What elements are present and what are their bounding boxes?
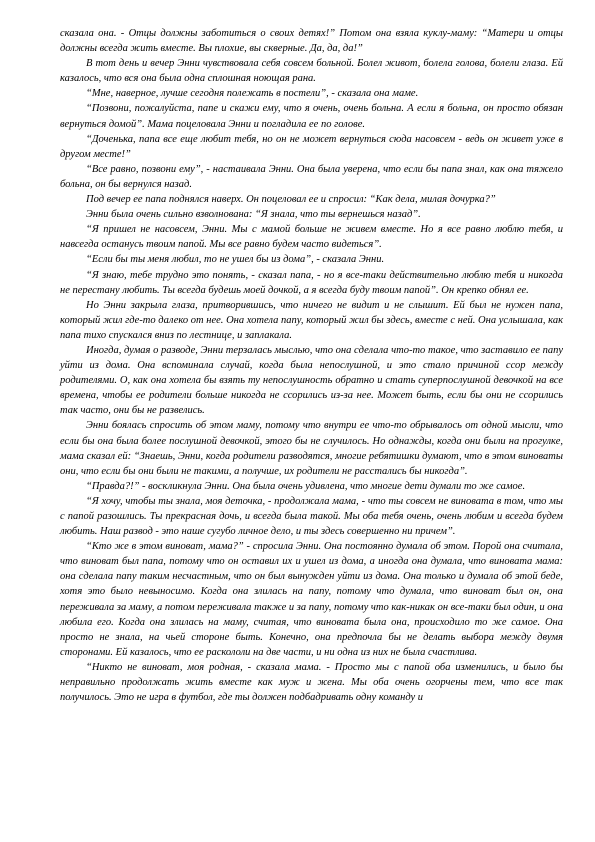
paragraph-8: Энни была очень сильно взволнована: “Я знала, что ты вернешься назад”. bbox=[86, 209, 421, 221]
paragraph-1: сказала она. - Отцы должны заботиться о своих детях!” Потом она взяла куклу-маму: “Матери и отцы должны всегда жить вместе. Вы плохие, вы скверные. Да, да, да!” bbox=[60, 28, 563, 55]
paragraph-18: “Никто не виноват, моя родная, - сказала мама. - Просто мы с папой оба изменились, и было бы неправильно продолжать жить вместе как муж и жена. Мы оба очень огорчены тем, что все так получилось. Это не игра в футбол, где ты должен подбадривать одну команду и bbox=[60, 661, 563, 704]
paragraph-15: “Правда?!” - воскликнула Энни. Она была очень удивлена, что многие дети думали то же самое. bbox=[86, 480, 526, 492]
paragraph-13: Иногда, думая о разводе, Энни терзалась мыслью, что она сделала что-то такое, что заставило ее папу уйти из дома. Она вспоминала случай, когда была непослушной, и это стало причиной ссор между родителями. О, как она хотела бы взять ту непослушность обратно и стать суперпослушной девочкой на все времена, чтобы ее родители больше никогда не ссорились из-за нее. Может быть, если бы они не ссорились так часто, они бы не развелись. bbox=[60, 344, 563, 417]
paragraph-4: “Позвони, пожалуйста, папе и скажи ему, что я очень, очень больна. А если я больна, он просто обязан вернуться домой”. Мама поцеловала Энни и погладила ее по голове. bbox=[60, 103, 563, 130]
paragraph-16: “Я хочу, чтобы ты знала, моя деточка, - продолжала мама, - что ты совсем не виновата в том, что мы с папой разошлись. Ты прекрасная дочь, и всегда была такой. Мы оба тебя очень, очень любим и всегда будем любить. Наш развод - это наше сугубо личное дело, и ты здесь совершенно ни причем”. bbox=[60, 495, 563, 538]
paragraph-14: Энни боялась спросить об этом маму, потому что внутри ее что-то обрывалось от одной мысли, что если бы она была более послушной девочкой, этого бы не случилось. Но однажды, когда они были на прогулке, мама сказал ей: “Знаешь, Энни, когда родители разводятся, многие ребятишки думают, что в этом виноваты они, что если бы они были не такими, а получше, их родители не расстались бы никогда”. bbox=[60, 420, 563, 477]
paragraph-10: “Если бы ты меня любил, то не ушел бы из дома”, - сказала Энни. bbox=[86, 254, 385, 266]
paragraph-6: “Все равно, позвони ему”, - настаивала Энни. Она была уверена, что если бы папа знал, как она тяжело больна, он бы вернулся назад. bbox=[60, 163, 563, 190]
paragraph-2: В тот день и вечер Энни чувствовала себя совсем больной. Болел живот, болела голова, болели глаза. Ей казалось, что вся она была одна сплошная ноющая рана. bbox=[60, 58, 563, 85]
paragraph-7: Под вечер ее папа поднялся наверх. Он поцеловал ее и спросил: “Как дела, милая дочурка?” bbox=[86, 194, 496, 206]
paragraph-12: Но Энни закрыла глаза, притворившись, что ничего не видит и не слышит. Ей был не нужен папа, который жил где-то далеко от нее. Она хотела папу, который жил бы здесь, вместе с ней. Она услышала, как папа тихо спускался вниз по лестнице, и заплакала. bbox=[60, 299, 563, 341]
paragraph-9: “Я пришел не насовсем, Энни. Мы с мамой больше не живем вместе. Но я все равно люблю тебя, и навсегда останусь твоим папой. Мы все равно будем часто видеться”. bbox=[60, 224, 563, 251]
paragraph-5: “Доченька, папа все еще любит тебя, но он не может вернуться сюда насовсем - ведь он живет уже в другом месте!” bbox=[60, 133, 563, 160]
document-page bbox=[60, 26, 563, 705]
paragraph-11: “Я знаю, тебе трудно это понять, - сказал папа, - но я все-таки действительно люблю тебя и никогда не перестану любить. Ты всегда будешь моей дочкой, а я всегда буду твоим папой”. Он крепко обнял ее. bbox=[60, 269, 563, 296]
paragraph-17: “Кто же в этом виноват, мама?” - спросила Энни. Она постоянно думала об этом. Порой она считала, что виноват был папа, потому что он оставил их и ушел из дома, а иногда она думала, что виновата мама: она сделала папу таким несчастным, что он был вынужден уйти из дома. Она только и думала об этой беде, хотя это было невыносимо. Когда она злилась на папу, потому что думала, что виноват был он, она переживала за маму, а потом переживала также и за папу, потому что как-никак он все-таки был один, и она любила его. Когда она злилась на маму, считая, что виновата была она, происходило то же самое. Она просто не знала, на чьей стороне быть. Конечно, она предпочла бы не делать выбора между двумя сторонами. Ей казалось, что ее раскололи на две части, и ни одна из них не была счастлива. bbox=[60, 541, 563, 658]
paragraph-3: “Мне, наверное, лучше сегодня полежать в постели”, - сказала она маме. bbox=[86, 88, 419, 100]
